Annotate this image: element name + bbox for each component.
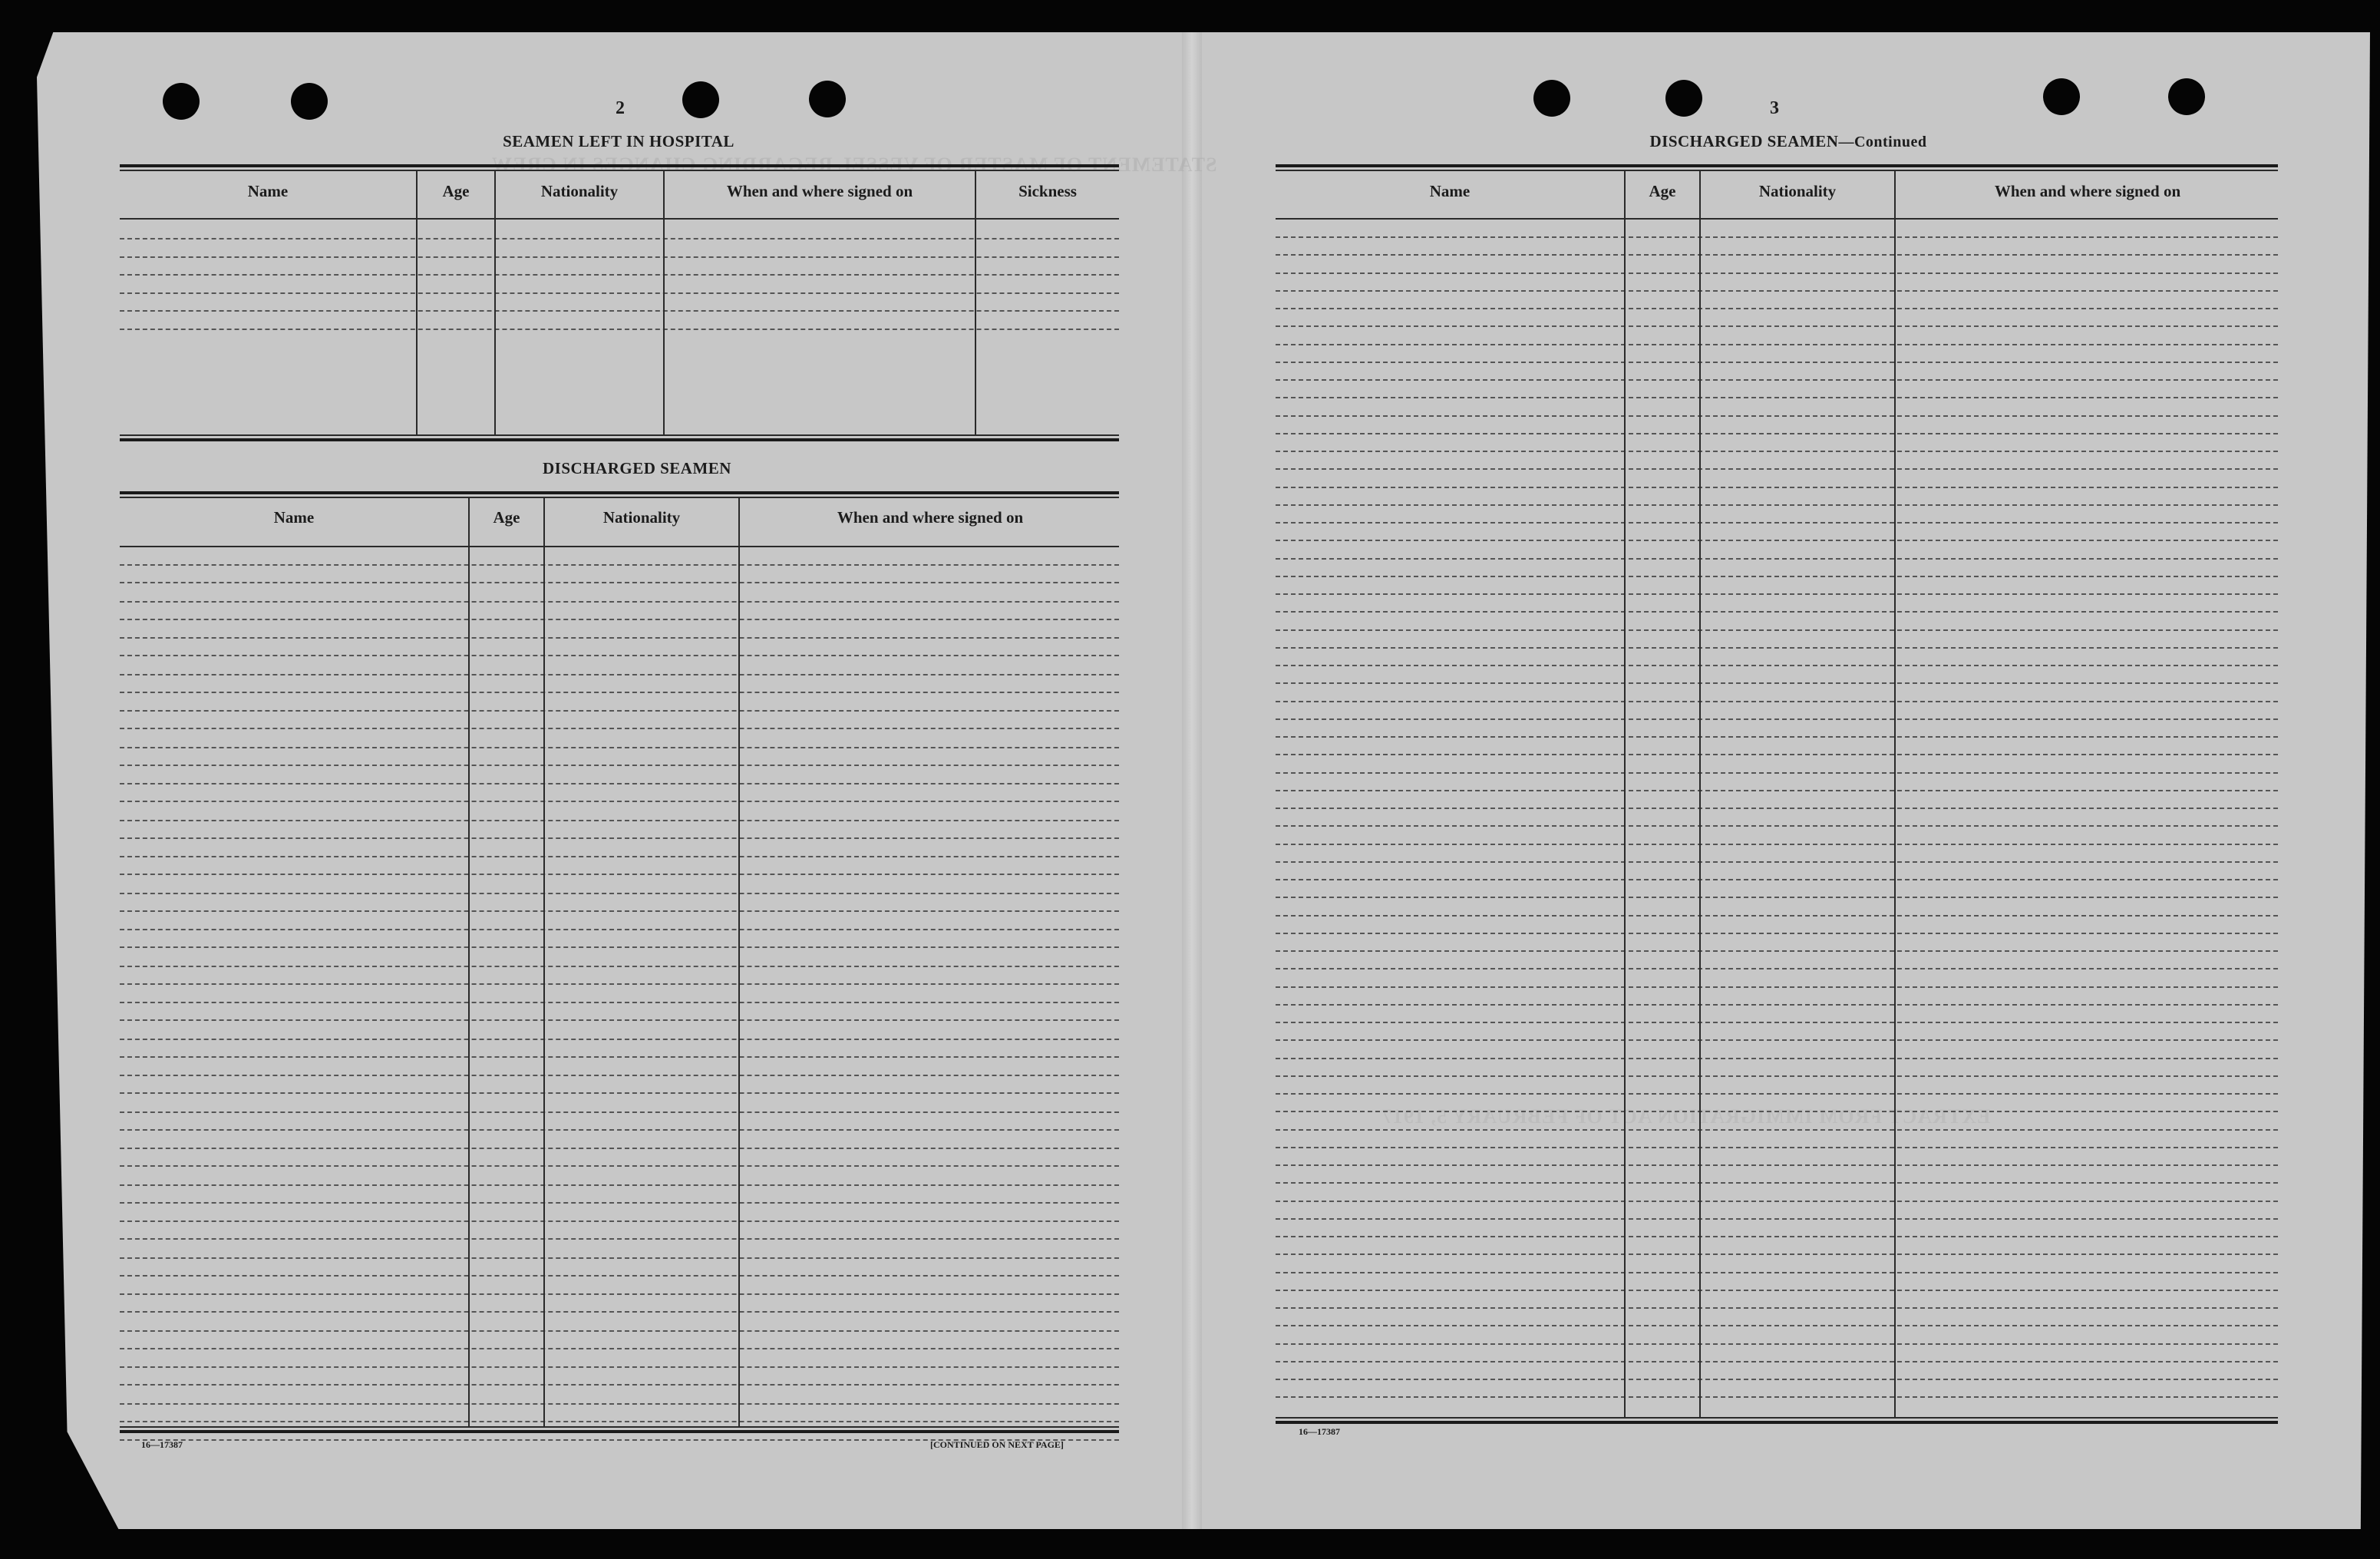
punch-hole [2043,78,2080,115]
row-line [1276,1075,2278,1077]
row-line [120,1366,1119,1368]
row-line [1276,325,2278,327]
punch-hole [163,83,200,120]
row-line [120,874,1119,875]
row-line [120,674,1119,675]
row-line [1276,1325,2278,1326]
row-line [1276,504,2278,506]
row-line [1276,790,2278,791]
row-line [1276,362,2278,363]
row-line [1276,736,2278,738]
row-line [120,564,1119,566]
row-line [1276,682,2278,684]
discharged-col-name: Name [273,508,315,527]
row-line [120,1002,1119,1003]
row-line [1276,1396,2278,1398]
row-line [1276,1182,2278,1184]
row-line [120,728,1119,729]
row-line [1276,915,2278,917]
row-line [120,619,1119,620]
row-line [1276,576,2278,577]
row-line [1276,897,2278,898]
rule [1276,218,2278,220]
row-line [120,256,1119,258]
row-line [120,1403,1119,1405]
row-line [120,655,1119,656]
row-line [120,238,1119,239]
row-line [120,1348,1119,1349]
row-line [120,1019,1119,1021]
column-rule [738,497,740,1426]
discharged-col-nationality: Nationality [602,508,681,527]
row-line [120,1293,1119,1295]
row-line [120,946,1119,948]
row-line [1276,558,2278,560]
row-line [1276,629,2278,631]
row-line [1276,236,2278,238]
row-line [120,1129,1119,1131]
row-line [1276,272,2278,274]
row-line [1276,1307,2278,1309]
rule [120,170,1119,171]
row-line [1276,1111,2278,1112]
row-line [120,310,1119,312]
row-line [120,1148,1119,1149]
punch-hole [682,81,719,118]
row-line [120,637,1119,639]
page-gutter [1182,32,1202,1529]
row-line [120,983,1119,985]
row-line [1276,540,2278,541]
row-line [1276,1343,2278,1345]
hospital-col-signed-on: When and where signed on [726,182,913,200]
row-line [1276,1147,2278,1148]
row-line [120,1111,1119,1113]
row-line [1276,611,2278,613]
rule [1276,170,2278,171]
row-line [120,893,1119,894]
row-line [120,765,1119,766]
row-line [120,1220,1119,1222]
row-line [120,856,1119,857]
row-line [120,783,1119,784]
row-line [1276,397,2278,398]
row-line [1276,1039,2278,1041]
row-line [1276,1236,2278,1237]
rule [1276,164,2278,167]
row-line [120,292,1119,294]
row-line [1276,1361,2278,1362]
column-rule [543,497,545,1426]
row-line [1276,1218,2278,1220]
punch-hole [1533,80,1570,117]
punch-hole [1665,80,1702,117]
row-line [120,274,1119,276]
row-line [1276,701,2278,702]
rule [1276,1421,2278,1424]
row-line [1276,825,2278,827]
row-line [1276,1093,2278,1095]
row-line [1276,451,2278,452]
row-line [120,1257,1119,1259]
row-line [120,582,1119,583]
rule [120,497,1119,498]
right-col-name: Name [1429,182,1471,200]
discharged-section-title: DISCHARGED SEAMEN [543,459,731,477]
row-line [1276,593,2278,595]
right-section-title-suffix: —Continued [1838,134,1927,150]
show-through-text: EXTRACT FROM IMMIGRATION ACT OF FEBRUARY 5, 1917 [1381,1105,1991,1128]
row-line [120,820,1119,821]
rule [1276,1417,2278,1419]
continued-note: [CONTINUED ON NEXT PAGE] [930,1439,1064,1450]
row-line [1276,986,2278,988]
row-line [1276,308,2278,309]
rule [120,438,1119,441]
hospital-col-nationality: Nationality [540,182,619,200]
punch-hole [809,81,846,117]
right-col-signed-on: When and where signed on [1994,182,2181,200]
row-line [120,1184,1119,1186]
row-line [1276,1290,2278,1291]
page-number-right: 3 [1770,98,1779,118]
column-rule [663,170,665,434]
row-line [120,692,1119,693]
row-line [1276,647,2278,649]
row-line [1276,290,2278,292]
discharged-col-signed-on: When and where signed on [837,508,1024,527]
punch-hole [2168,78,2205,115]
rule [120,1430,1119,1433]
row-line [1276,1253,2278,1255]
row-line [120,1202,1119,1204]
right-col-nationality: Nationality [1758,182,1837,200]
row-line [120,747,1119,748]
column-rule [1699,170,1701,1417]
row-line [120,1275,1119,1277]
row-line [120,329,1119,330]
rule [120,218,1119,220]
rule [120,164,1119,167]
discharged-col-age: Age [493,508,520,527]
row-line [1276,468,2278,470]
row-line [1276,665,2278,666]
row-line [120,1056,1119,1058]
row-line [1276,1058,2278,1059]
rule [120,434,1119,436]
row-line [1276,433,2278,434]
hospital-col-name: Name [247,182,289,200]
right-col-age: Age [1649,182,1676,200]
row-line [1276,968,2278,969]
show-through-text: STATEMENT OF MASTER OF VESSEL REGARDING CHANGES IN CREW [491,154,1217,176]
column-rule [1624,170,1626,1417]
row-line [120,837,1119,839]
column-rule [416,170,418,434]
row-line [1276,933,2278,934]
row-line [120,1311,1119,1313]
row-line [1276,254,2278,256]
row-line [1276,844,2278,845]
row-line [120,929,1119,930]
column-rule [975,170,976,434]
row-line [1276,1201,2278,1202]
hospital-section-title: SEAMEN LEFT IN HOSPITAL [503,132,734,150]
row-line [120,1238,1119,1240]
column-rule [494,170,496,434]
rule [120,491,1119,494]
row-line [120,966,1119,967]
row-line [1276,415,2278,417]
row-line [120,1384,1119,1386]
rule [120,546,1119,547]
hospital-col-age: Age [442,182,470,200]
form-number-right: 16—17387 [1299,1426,1340,1437]
row-line [120,710,1119,712]
right-section-title-main: DISCHARGED SEAMEN [1649,132,1839,150]
row-line [1276,522,2278,524]
column-rule [1894,170,1896,1417]
page-number-left: 2 [616,98,625,118]
row-line [1276,718,2278,720]
row-line [120,1330,1119,1332]
row-line [1276,861,2278,863]
row-line [1276,1272,2278,1273]
row-line [1276,344,2278,345]
row-line [1276,808,2278,809]
row-line [120,1092,1119,1094]
row-line [1276,1129,2278,1131]
row-line [1276,1164,2278,1166]
row-line [120,1165,1119,1167]
row-line [1276,879,2278,880]
right-section-title [1566,132,2011,151]
row-line [1276,379,2278,381]
row-line [1276,950,2278,952]
column-rule [468,497,470,1426]
row-line [120,801,1119,802]
row-line [120,910,1119,912]
row-line [120,1439,1119,1441]
rule [120,1426,1119,1428]
row-line [1276,772,2278,774]
form-number-left: 16—17387 [141,1439,183,1450]
row-line [1276,1004,2278,1006]
punch-hole [291,83,328,120]
row-line [120,601,1119,603]
hospital-col-sickness: Sickness [1018,182,1077,200]
row-line [120,1075,1119,1076]
row-line [1276,487,2278,488]
row-line [120,1421,1119,1422]
row-line [120,1039,1119,1040]
row-line [1276,1379,2278,1380]
row-line [1276,754,2278,755]
row-line [1276,1022,2278,1023]
